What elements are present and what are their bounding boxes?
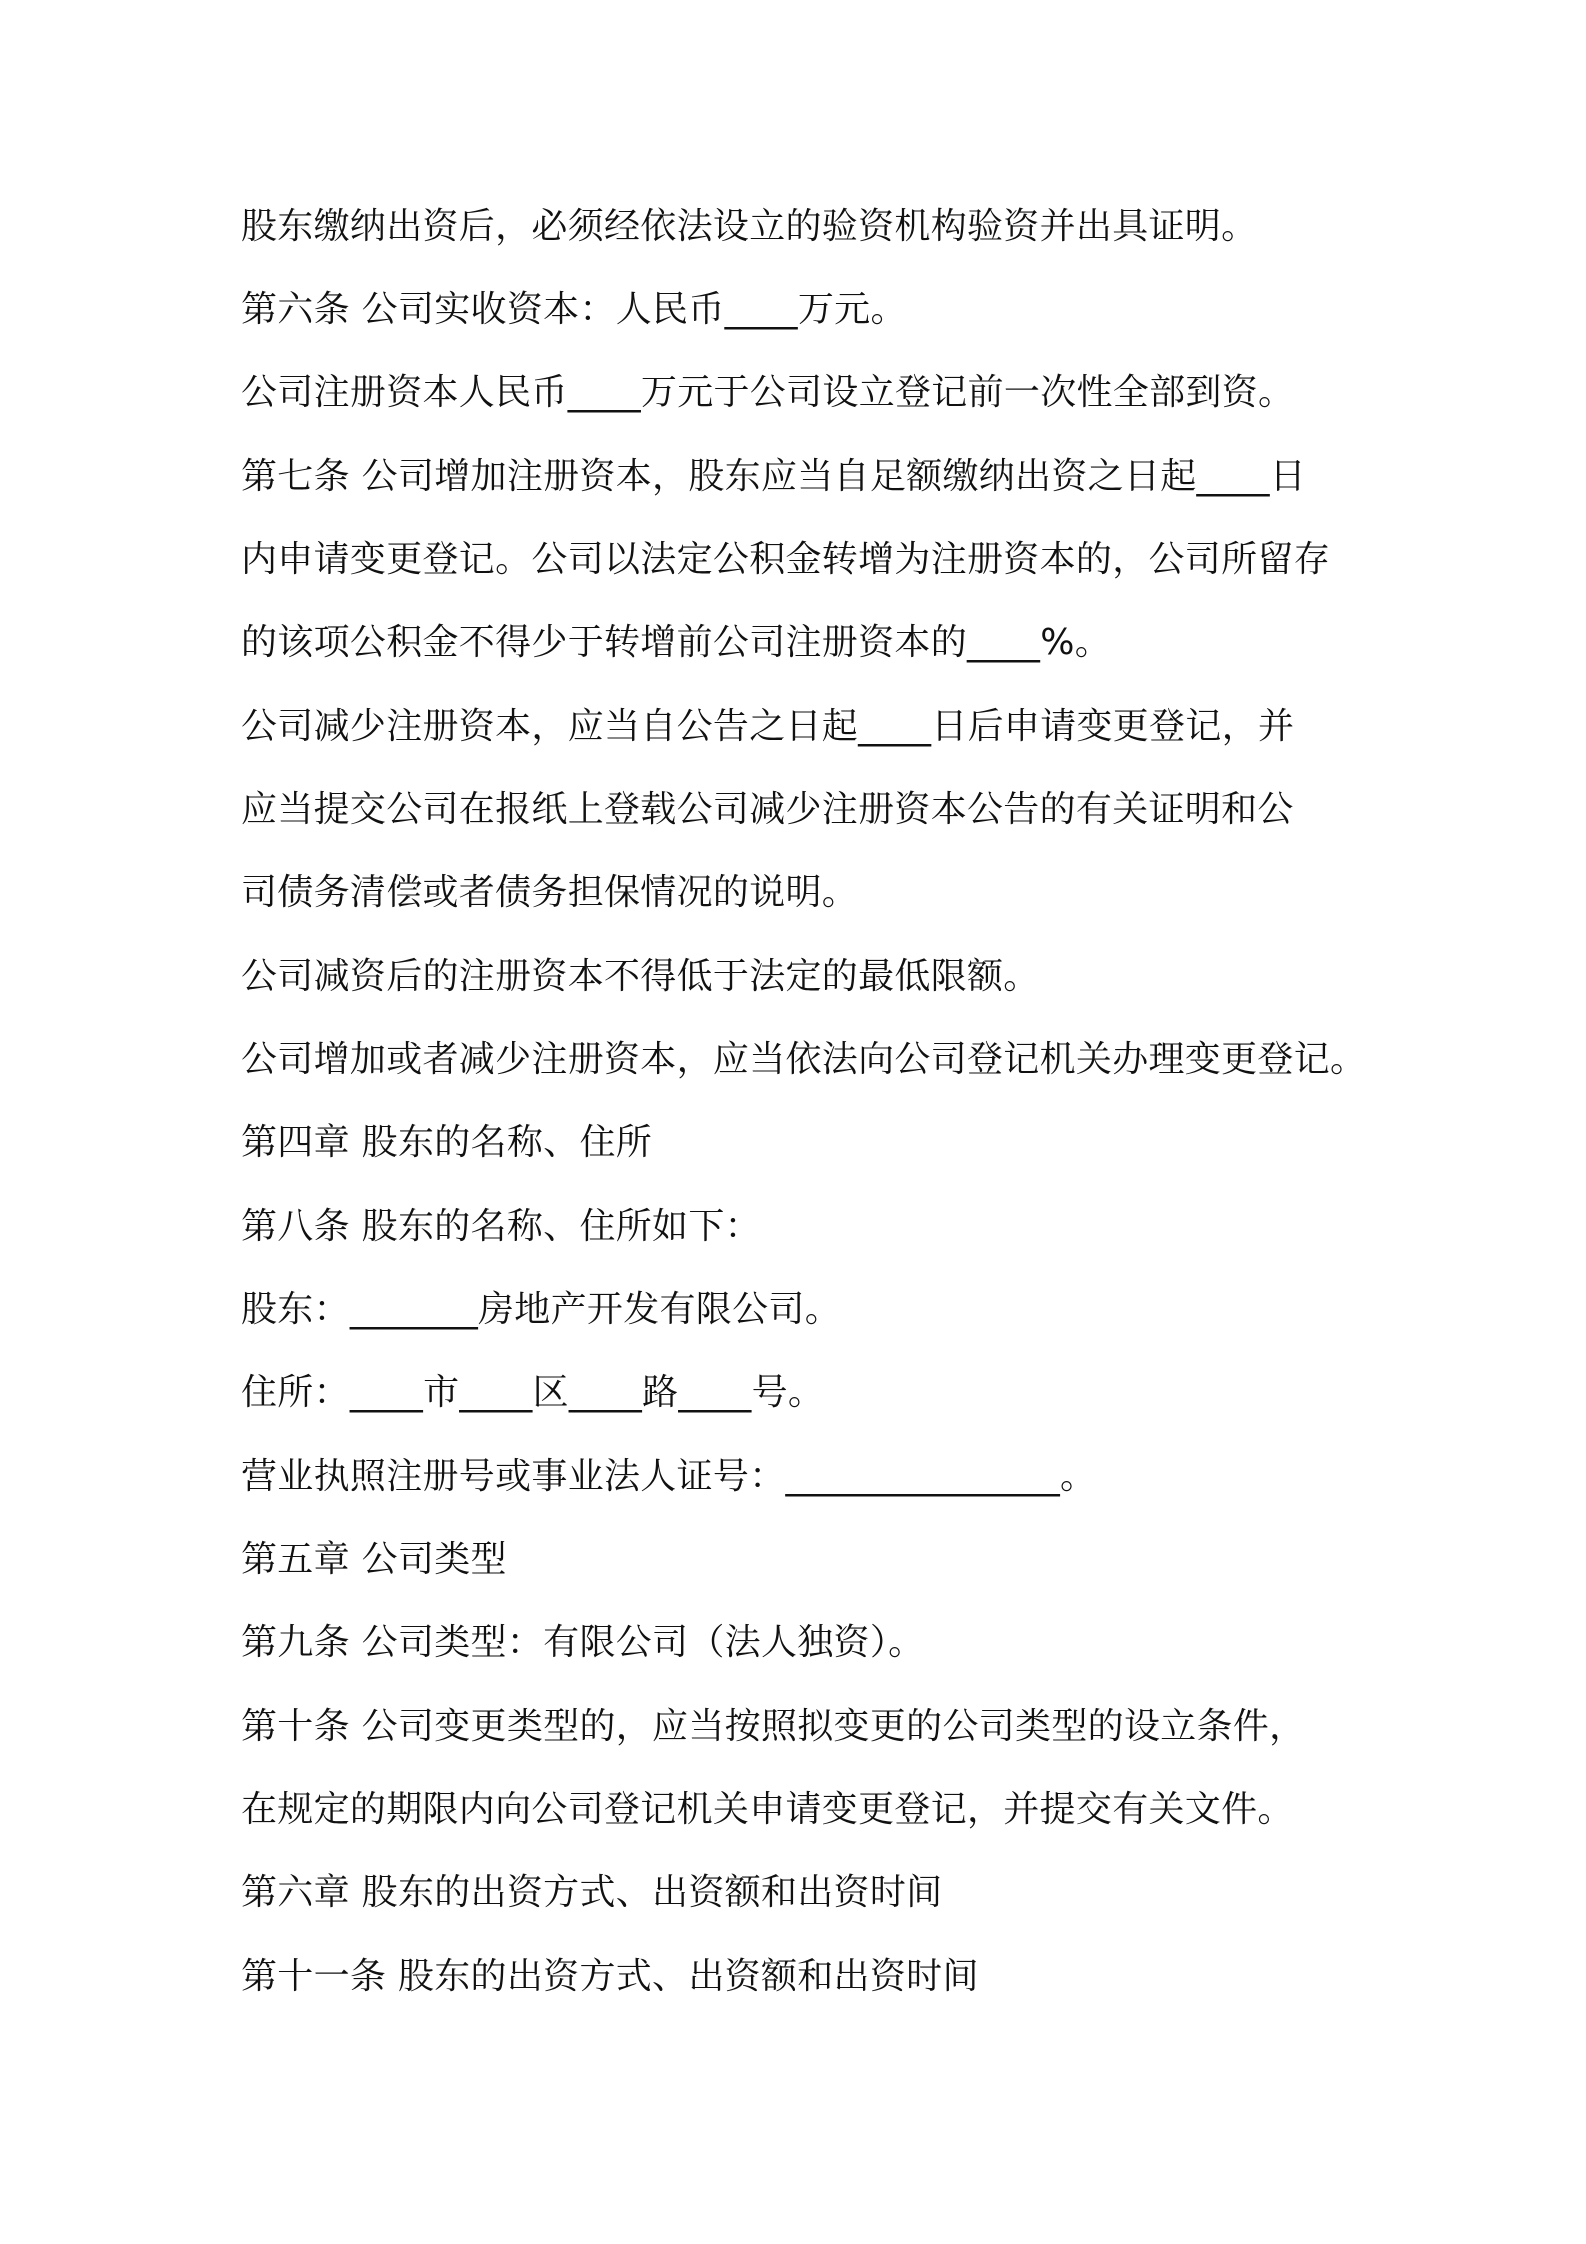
paragraph-capital-reduction-2: 应当提交公司在报纸上登载公司减少注册资本公告的有关证明和公 <box>241 789 1294 830</box>
paragraph-change-registration: 公司增加或者减少注册资本，应当依法向公司登记机关办理变更登记。 <box>241 1039 1367 1080</box>
paragraph-capital-reduction-1: 公司减少注册资本，应当自公告之日起____日后申请变更登记，并 <box>241 706 1295 747</box>
article-6-paid-in-capital: 第六条 公司实收资本：人民币____万元。 <box>241 289 907 330</box>
paragraph-capital-reduction-3: 司债务清偿或者债务担保情况的说明。 <box>241 872 859 913</box>
business-license-line: 营业执照注册号或事业法人证号：_______________。 <box>241 1456 1097 1497</box>
paragraph-registered-capital: 公司注册资本人民币____万元于公司设立登记前一次性全部到资。 <box>241 372 1295 413</box>
article-10-line-2: 在规定的期限内向公司登记机关申请变更登记，并提交有关文件。 <box>241 1789 1294 1830</box>
article-9-company-type: 第九条 公司类型：有限公司（法人独资）。 <box>241 1622 925 1663</box>
article-7-line-3: 的该项公积金不得少于转增前公司注册资本的____%。 <box>241 622 1112 663</box>
chapter-6-heading: 第六章 股东的出资方式、出资额和出资时间 <box>241 1872 943 1913</box>
article-11-heading: 第十一条 股东的出资方式、出资额和出资时间 <box>241 1956 979 1997</box>
chapter-4-heading: 第四章 股东的名称、住所 <box>241 1122 653 1163</box>
shareholder-address-line: 住所：____市____区____路____号。 <box>241 1372 825 1413</box>
article-10-line-1: 第十条 公司变更类型的，应当按照拟变更的公司类型的设立条件， <box>241 1706 1306 1747</box>
shareholder-name-line: 股东：_______房地产开发有限公司。 <box>241 1289 841 1330</box>
article-7-line-1: 第七条 公司增加注册资本，股东应当自足额缴纳出资之日起____日 <box>241 456 1307 497</box>
paragraph-capital-verification: 股东缴纳出资后，必须经依法设立的验资机构验资并出具证明。 <box>241 206 1258 247</box>
article-7-line-2: 内申请变更登记。公司以法定公积金转增为注册资本的，公司所留存 <box>241 539 1331 580</box>
paragraph-minimum-capital: 公司减资后的注册资本不得低于法定的最低限额。 <box>241 956 1040 997</box>
article-8-heading: 第八条 股东的名称、住所如下： <box>241 1206 761 1247</box>
chapter-5-heading: 第五章 公司类型 <box>241 1539 507 1580</box>
